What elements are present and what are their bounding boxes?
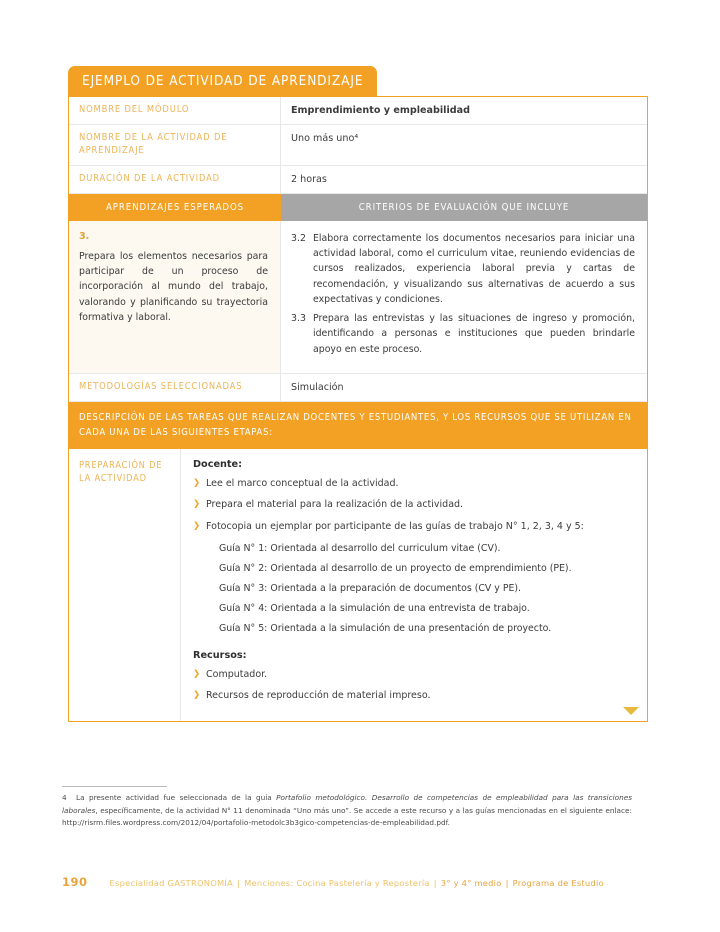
footer-specialty: Especialidad GASTRONOMÍA bbox=[109, 878, 234, 888]
triangle-down-icon bbox=[623, 707, 639, 715]
criteria-cell bbox=[281, 221, 647, 373]
row-label-actividad: NOMBRE DE LA ACTIVIDAD DE APRENDIZAJE bbox=[69, 125, 281, 164]
page-title: EJEMPLO DE ACTIVIDAD DE APRENDIZAJE bbox=[68, 66, 377, 96]
row-value-metodologias: Simulación bbox=[291, 381, 344, 393]
header-criterios-evaluacion: CRITERIOS DE EVALUACIÓN QUE INCLUYE bbox=[281, 194, 647, 221]
table-row bbox=[69, 97, 647, 125]
footnote-part2: , específicamente, de la actividad N° 11 denominada “Uno más uno”. Se accede a este recurso y a las guías mencionadas en el siguiente enlace: http://risrm.files.wordpress.com/2012/04/portafolio-metodolc3b3gico-competencias-de-empleabilidad.pdf. bbox=[62, 805, 632, 828]
criteria-text: Elabora correctamente los documentos necesarios para iniciar una actividad laboral, como el curriculum vitae, reuniendo evidencias de cursos realizados, experiencia laboral previa y cartas de recomendación, y visualizando sus alternativas de acuerdo a sus expectativas y condiciones. bbox=[313, 232, 635, 305]
docente-heading: Docente: bbox=[193, 458, 242, 470]
chevron-right-icon: ❯ bbox=[193, 521, 201, 532]
row-label-modulo: NOMBRE DEL MÓDULO bbox=[69, 97, 281, 124]
footnote-title-italic: Portafolio metodológico. Desarrollo de competencias de empleabilidad para las transiciones laborales bbox=[62, 793, 632, 815]
row-label-metodologias: METODOLOGÍAS SELECCIONADAS bbox=[69, 374, 281, 401]
list-item bbox=[193, 498, 635, 513]
list-item-label: Fotocopia un ejemplar por participante de las guías de trabajo N° 1, 2, 3, 4 y 5: bbox=[206, 521, 584, 533]
activity-table bbox=[68, 96, 648, 722]
preparation-label: PREPARACIÓN DE LA ACTIVIDAD bbox=[69, 449, 181, 721]
header-aprendizajes-esperados: APRENDIZAJES ESPERADOS bbox=[69, 194, 281, 221]
list-item-label: Lee el marco conceptual de la actividad. bbox=[206, 477, 399, 489]
list-item bbox=[193, 668, 635, 683]
guide-item: Guía N° 4: Orientada a la simulación de una entrevista de trabajo. bbox=[219, 603, 530, 615]
list-item-label: Computador. bbox=[206, 668, 268, 680]
footnote-part1: La presente actividad fue seleccionada de la guía bbox=[76, 793, 277, 802]
footer-program: Programa de Estudio bbox=[512, 878, 604, 888]
guides-list bbox=[193, 542, 635, 637]
table-row bbox=[69, 125, 647, 165]
learning-outcome-text: Prepara los elementos necesarios para participar de un proceso de incorporación al mundo del trabajo, valorando y planificando su trayectoria formativa y laboral. bbox=[79, 250, 268, 323]
table-row bbox=[69, 166, 647, 194]
preparation-body bbox=[181, 449, 647, 721]
footer-separator: | bbox=[237, 878, 241, 888]
docente-task-list bbox=[193, 477, 635, 535]
learning-outcome-cell bbox=[69, 221, 281, 373]
chevron-right-icon: ❯ bbox=[193, 499, 201, 510]
criteria-item bbox=[291, 311, 635, 357]
page-footer bbox=[62, 875, 662, 889]
recursos-heading: Recursos: bbox=[193, 649, 247, 661]
chevron-right-icon: ❯ bbox=[193, 690, 201, 701]
description-band: DESCRIPCIÓN DE LAS TAREAS QUE REALIZAN DOCENTES Y ESTUDIANTES, Y LOS RECURSOS QUE SE UTILIZAN EN CADA UNA DE LAS SIGUIENTES ETAPAS: bbox=[69, 402, 647, 448]
outcome-criteria-row bbox=[69, 221, 647, 374]
guide-item: Guía N° 3: Orientada a la preparación de documentos (CV y PE). bbox=[219, 582, 522, 594]
footer-mentions: Menciones: Cocina Pastelería y Repostería bbox=[244, 878, 430, 888]
footnote bbox=[62, 792, 632, 830]
footer-separator: | bbox=[433, 878, 437, 888]
guide-item: Guía N° 1: Orientada al desarrollo del curriculum vitae (CV). bbox=[219, 542, 501, 554]
criteria-number: 3.2 bbox=[291, 232, 306, 244]
table-row-metodologias bbox=[69, 374, 647, 402]
list-item bbox=[193, 689, 635, 704]
list-item bbox=[193, 520, 635, 535]
row-value-actividad: Uno más uno⁴ bbox=[291, 133, 359, 145]
footnote-marker: 4 bbox=[62, 793, 67, 802]
row-value-modulo: Emprendimiento y empleabilidad bbox=[291, 105, 470, 116]
criteria-number: 3.3 bbox=[291, 313, 306, 325]
row-label-duracion: DURACIÓN DE LA ACTIVIDAD bbox=[69, 166, 281, 193]
footer-level: 3° y 4° medio bbox=[440, 878, 502, 888]
footer-separator: | bbox=[505, 878, 509, 888]
guide-item: Guía N° 2: Orientada al desarrollo de un proyecto de emprendimiento (PE). bbox=[219, 562, 572, 574]
list-item-label: Recursos de reproducción de material impreso. bbox=[206, 690, 431, 702]
chevron-right-icon: ❯ bbox=[193, 668, 201, 679]
chevron-right-icon: ❯ bbox=[193, 477, 201, 488]
criteria-item bbox=[291, 231, 635, 307]
column-header-band bbox=[69, 194, 647, 221]
recursos-list bbox=[193, 668, 635, 704]
footnote-divider bbox=[62, 786, 167, 787]
guide-item: Guía N° 5: Orientada a la simulación de una presentación de proyecto. bbox=[219, 623, 552, 635]
footer-text bbox=[110, 878, 604, 888]
criteria-text: Prepara las entrevistas y las situaciones de ingreso y promoción, identificando a personas e instituciones que pueden brindarle apoyo en este proceso. bbox=[313, 313, 635, 355]
list-item-label: Prepara el material para la realización de la actividad. bbox=[206, 499, 464, 511]
learning-outcome-number: 3. bbox=[79, 230, 90, 242]
list-item bbox=[193, 477, 635, 492]
page-number: 190 bbox=[62, 875, 88, 889]
row-value-duracion: 2 horas bbox=[291, 173, 327, 185]
preparation-row bbox=[69, 449, 647, 721]
